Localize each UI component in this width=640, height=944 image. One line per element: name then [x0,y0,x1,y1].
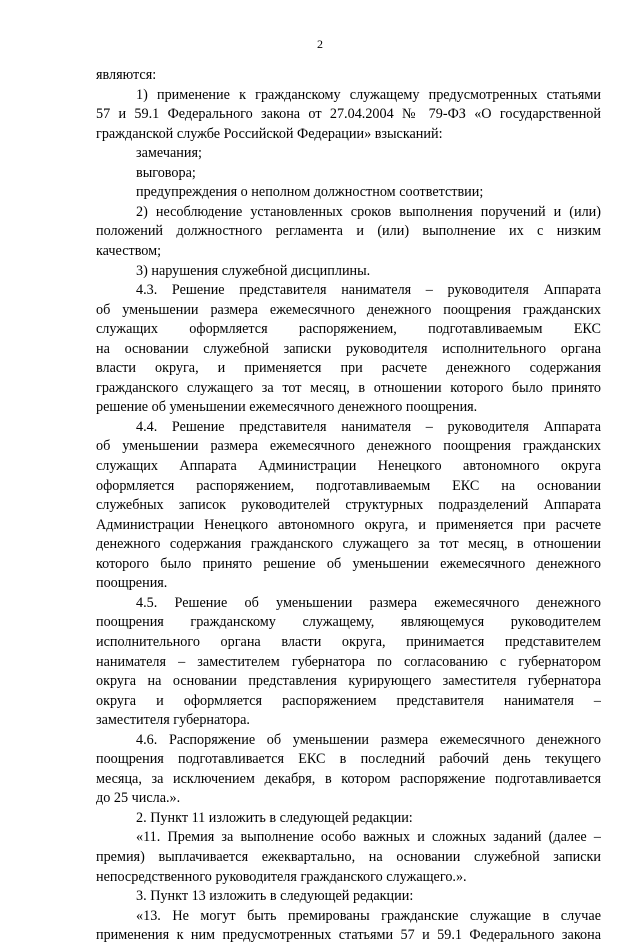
text-line: нанимателя – заместителем губернатора по согласованию с губернатором [96,653,601,670]
text-line: непосредственного руководителя гражданского служащего.». [96,868,467,885]
text-line: заместителя губернатора. [96,712,250,729]
text-line: 4.5. Решение об уменьшении размера ежемесячного денежного [136,594,601,611]
text-line: качеством; [96,242,162,259]
text-line: 4.3. Решение представителя нанимателя – руководителя Аппарата [136,282,601,299]
text-line: 57 и 59.1 Федерального закона от 27.04.2004 № 79-ФЗ «О государственной [96,106,601,123]
text-line: власти округа, и применяется при расчете денежного содержания [96,360,601,377]
text-line: до 25 числа.». [96,790,181,807]
text-line: «11. Премия за выполнение особо важных и сложных заданий (далее – [136,829,601,846]
page-number: 2 [317,37,323,51]
text-line: исполнительного органа власти округа, принимается представителем [96,633,601,650]
text-line: являются: [96,67,157,83]
text-line: положений должностного регламента и (или) выполнение их с низким [96,223,601,240]
text-line: служащих Аппарата Администрации Ненецкого автономного округа [96,458,601,474]
text-line: 1) применение к гражданскому служащему предусмотренных статьями [136,86,601,103]
text-line: 3) нарушения служебной дисциплины. [136,262,371,279]
text-line: применения к ним предусмотренных статьями 57 и 59.1 Федерального закона [96,927,601,944]
text-line: служащих оформляется распоряжением, подготавливаемым ЕКС [96,321,601,338]
text-line: «13. Не могут быть премированы гражданские служащие в случае [136,907,601,924]
text-line: 4.6. Распоряжение об уменьшении размера ежемесячного денежного [136,731,601,748]
text-line: на основании служебной записки руководителя исполнительного органа [96,340,601,357]
text-line: 3. Пункт 13 изложить в следующей редакции: [136,888,414,905]
text-line: Администрации Ненецкого автономного округа, и применяется при расчете [96,516,601,533]
text-line: поощрения подготавливается ЕКС в последний рабочий день текущего [96,751,601,768]
text-line: округа и оформляется распоряжением представителя нанимателя – [96,692,601,709]
text-line: служебных записок руководителей структурных подразделений Аппарата [96,497,601,514]
text-line: 4.4. Решение представителя нанимателя – руководителя Аппарата [136,418,601,435]
text-line: поощрения гражданскому служащему, являющемуся руководителем [96,614,601,631]
text-line: денежного содержания гражданского служащего за тот месяц, в отношении [96,536,601,553]
text-line: замечания; [136,145,202,162]
text-line: месяца, за исключением декабря, в котором распоряжение подготавливается [96,770,601,787]
text-line: которого было принято решение об уменьшении ежемесячного денежного [96,555,601,572]
text-line: 2. Пункт 11 изложить в следующей редакции: [136,809,413,826]
text-line: поощрения. [96,575,168,592]
text-line: оформляется распоряжением, подготавливаемым ЕКС на основании [96,477,601,494]
text-line: предупреждения о неполном должностном соответствии; [136,184,484,201]
text-line: решение об уменьшении ежемесячного денежного поощрения. [96,399,478,416]
text-line: об уменьшении размера ежемесячного денежного поощрения гражданских [96,438,601,455]
text-line: округа на основании представления курирующего заместителя губернатора [96,673,601,690]
text-line: премия) выплачивается ежеквартально, на основании служебной записки [96,849,601,865]
text-line: гражданского служащего за тот месяц, в отношении которого было принято [96,379,601,396]
text-line: выговора; [136,164,196,181]
text-line: об уменьшении размера ежемесячного денежного поощрения гражданских [96,301,601,318]
text-line: гражданской службе Российской Федерации» взысканий: [96,125,443,142]
text-line: 2) несоблюдение установленных сроков выполнения поручений и (или) [136,203,601,220]
